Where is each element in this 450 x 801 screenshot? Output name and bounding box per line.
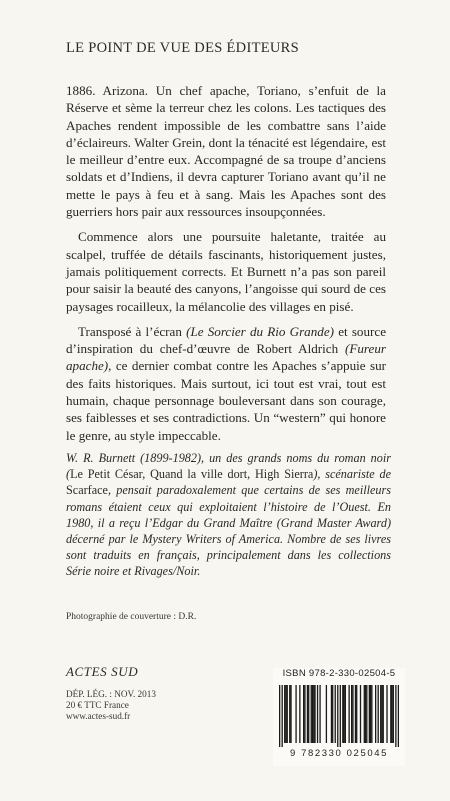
barcode-bar xyxy=(326,685,327,743)
bio-book-1: Le Petit César xyxy=(70,467,143,482)
barcode-bar xyxy=(351,685,352,743)
barcode-bar xyxy=(365,685,366,743)
barcode-bar xyxy=(313,685,314,743)
price: 20 € TTC France xyxy=(66,700,129,711)
barcode-bar xyxy=(360,685,361,743)
bio-sep-1: , xyxy=(142,467,151,482)
film-title-2: (Fureur apache) xyxy=(66,341,386,374)
barcode-bar xyxy=(312,685,313,743)
author-bio xyxy=(66,450,391,580)
blurb-p3-end: , ce dernier combat contre les Apaches s’appuie sur des faits historiques. Mais surtout, ici tout est vrai, tout est humain, chaque personnage bouleversant dans son courage, ses faiblesses et ses contradictions. Un “western” qui honore le genre, au style impeccable. xyxy=(66,358,386,443)
barcode-bar xyxy=(332,685,333,743)
legal-deposit: DÉP. LÉG. : NOV. 2013 xyxy=(66,689,156,699)
barcode-bar xyxy=(290,685,291,743)
barcode-bar xyxy=(342,685,343,743)
blurb-paragraph-1: 1886. Arizona. Un chef apache, Toriano, s’enfuit de la Réserve et sème la terreur chez les colons. Les tactiques des Apaches rendent impossible de les combattre sans l’aide d’éclaireurs. Walter Grein, dont la ténacité est légendaire, est le meilleur d’entre eux. Accompagné de sa troupe d’anciens soldats et d’Indiens, il devra capturer Toriano avant qu’il ne mette le pays à feu et à sang. Mais les Apaches sont des guerriers hors pair aux ressources insoupçonnées. xyxy=(66,83,386,220)
barcode-bar xyxy=(348,685,349,743)
barcode-bar xyxy=(370,685,371,743)
barcode-bar xyxy=(355,685,356,743)
bio-rest: , pensait paradoxalement que certains de ses meilleurs romans étaient ceux qui exploitaient l’histoire de l’Ouest. En 1980, il a reçu l’Edgar du Grand Maître (Grand Master Award) décerné par le Mystery Writers of America. Nombre de ses livres sont traduits en français, principalement dans les collections Série noire et Rivages/Noir. xyxy=(66,483,391,579)
barcode-bar xyxy=(366,685,367,743)
barcode-bar xyxy=(398,685,399,747)
barcode-bar xyxy=(308,685,309,743)
barcode-bar xyxy=(343,685,344,743)
photo-credit: Photographie de couverture : D.R. xyxy=(66,612,197,622)
barcode-bar xyxy=(369,685,370,743)
barcode-bar xyxy=(282,685,283,747)
barcode-bar xyxy=(393,685,394,743)
film-title-1: (Le Sorcier du Rio Grande) xyxy=(186,323,334,339)
barcode-bar xyxy=(364,685,365,743)
barcode-bar xyxy=(345,685,346,743)
barcode-bar xyxy=(390,685,391,743)
barcode-bar xyxy=(307,685,308,743)
bio-author: W. R. Burnett (1899-1982), un des grands noms du roman noir ( xyxy=(66,451,391,482)
barcode-bar xyxy=(383,685,384,743)
barcode-bar xyxy=(303,685,304,743)
barcode-bar xyxy=(375,685,376,743)
barcode-bar xyxy=(304,685,305,743)
bio-book-3: High Sierra xyxy=(255,467,314,482)
publisher-name: ACTES SUD xyxy=(66,664,139,679)
bio-sep-2: , xyxy=(247,467,255,482)
bio-book-2: Quand la ville dort xyxy=(150,467,248,482)
isbn-label: ISBN 978-2-330-02504-5 xyxy=(282,668,396,679)
blurb-paragraph-3 xyxy=(66,323,386,444)
blurb-p3-intro: Transposé à l’écran xyxy=(78,323,187,339)
blurb-p3-middle: et source d’inspiration du chef-d’œuvre de Robert Aldrich xyxy=(66,323,387,357)
barcode-bar xyxy=(356,685,357,743)
barcode-bar xyxy=(340,685,341,747)
barcode-bar xyxy=(287,685,288,743)
barcode-bar xyxy=(317,685,318,743)
barcode-bar xyxy=(371,685,372,743)
barcode-bar xyxy=(378,685,379,743)
barcode-bar xyxy=(295,685,296,743)
section-heading: LE POINT DE VUE DES ÉDITEURS xyxy=(66,40,300,56)
barcode-bar xyxy=(352,685,353,743)
barcode-icon xyxy=(279,685,399,747)
barcode-bar xyxy=(331,685,332,743)
barcode-bar xyxy=(395,685,396,747)
bio-mid: ), scénariste de xyxy=(313,467,391,482)
barcode-bar xyxy=(284,685,285,743)
barcode-bar xyxy=(299,685,300,743)
barcode-bar xyxy=(380,685,381,743)
barcode-bar xyxy=(386,685,387,743)
barcode-bar xyxy=(337,685,338,747)
bio-film: Scarface xyxy=(66,483,108,498)
barcode-block xyxy=(273,668,405,766)
legal-info xyxy=(66,689,156,723)
barcode-bar xyxy=(314,685,315,743)
blurb-paragraph-2: Commence alors une poursuite haletante, traitée au scalpel, truffée de détails fascinants, historiquement justes, jamais politiquement corrects. Et Burnett n’a pas son pareil pour saisir la beauté des canyons, l’angoisse qui sourd de ces paysages rocailleux, la mélancolie des villages en pisé. xyxy=(66,229,386,314)
barcode-bar xyxy=(335,685,336,743)
barcode-bar xyxy=(289,685,290,743)
blurb xyxy=(66,82,386,452)
barcode-bar xyxy=(285,685,286,743)
barcode-bar xyxy=(279,685,280,747)
website: www.actes-sud.fr xyxy=(66,711,131,722)
barcode-digits: 9 782330 025045 xyxy=(290,748,388,759)
barcode-bar xyxy=(381,685,382,743)
barcode-bar xyxy=(319,685,320,743)
barcode-bar xyxy=(311,685,312,743)
barcode-bar xyxy=(391,685,392,743)
